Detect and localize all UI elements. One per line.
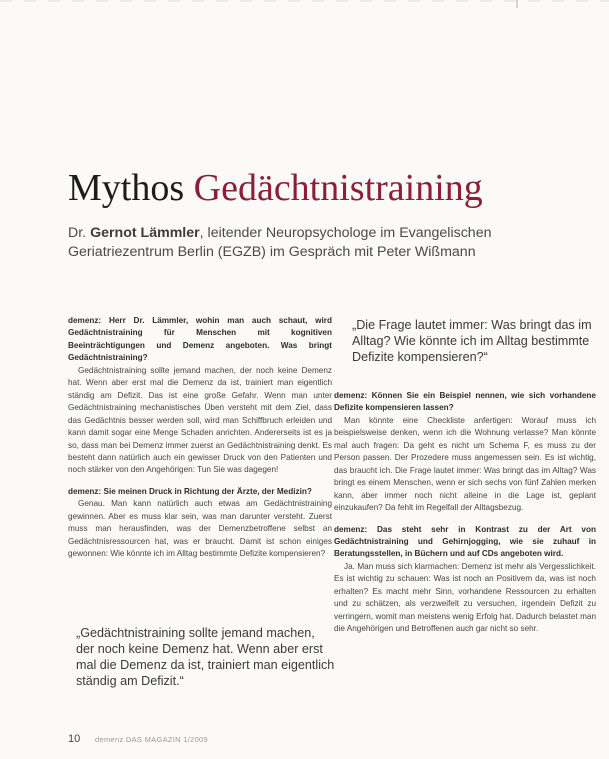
interview-question: demenz: Können Sie ein Beispiel nennen, wie sich vorhandene Defizite kompensieren lassen? [334, 391, 596, 413]
title-accent: Gedächtnistraining [193, 167, 483, 209]
subtitle-rest: , leitender Neuropsychologe im Evangelischen Geriatriezentrum Berlin (EGZB) im Gespräch mit Peter Wißmann [68, 225, 492, 260]
right-column [334, 390, 596, 636]
interview-question: demenz: Das steht sehr in Kontrast zu der Art von Gedächtnistraining und Gehirnjogging, wie sie zuhauf in Beratungsstellen, in Büchern und auf CDs angeboten wird. [334, 524, 596, 559]
pull-quote-left: „Gedächtnistraining sollte jemand machen, der noch keine Demenz hat. Wenn aber erst mal die Demenz da ist, trainiert man eigentlich ständig am Defizit.“ [76, 626, 335, 688]
subtitle-prefix: Dr. [68, 225, 91, 241]
left-column [68, 315, 332, 561]
article-subtitle [68, 224, 578, 262]
article-title [68, 166, 483, 210]
interview-answer: Ja. Man muss sich klarmachen: Demenz ist mehr als Vergesslichkeit. Es ist wichtig zu schauen: Was ist noch an Positivem da, was ist noch erhalten? Es macht mehr Sinn, vorhandene Ressourcen zu erhalten und zu schätzen, als verzweifelt zu versuchen, irgendein Defizit zu verringern, womit man meistens wenig Erfolg hat. Dadurch belastet man die Angehörigen und Betroffenen auch gar nicht so sehr. [334, 561, 596, 634]
interview-answer: Man könnte eine Checkliste anfertigen: Worauf muss ich beispielsweise denken, wenn ich die Wohnung verlasse? Man könnte mal auch fragen: Da geht es nicht um Schema F, es muss zu der Person passen. Der Prozedere muss angemessen sein. Es ist wichtig, das braucht ich. Die Frage lautet immer: Was bringt das im Alltag? Was bringt es einem Menschen, wenn er sich sechs von fünf Zahlen merken kann, aber immer noch nicht alleine in die Lage ist, geplant einzukaufen? Da fehlt im Regelfall der Alltagsbezug. [334, 415, 596, 513]
crop-mark [516, 0, 518, 8]
page-number: 10 [68, 733, 81, 745]
subtitle-name: Gernot Lämmler [90, 225, 200, 241]
page-footer [68, 733, 208, 745]
interview-question: demenz: Herr Dr. Lämmler, wohin man auch schaut, wird Gedächtnistraining für Menschen mit kognitiven Beeinträchtigungen und Demenz angeboten. Was bringt Gedächtnistraining? [68, 316, 332, 363]
interview-question: demenz: Sie meinen Druck in Richtung der Ärzte, der Medizin? [68, 486, 312, 496]
pull-quote-right: „Die Frage lautet immer: Was bringt das im Alltag? Wie könnte ich im Alltag bestimmte Defizite kompensieren?“ [352, 318, 592, 364]
magazine-name: demenz DAS MAGAZIN 1/2009 [95, 735, 208, 744]
title-plain: Mythos [68, 167, 194, 209]
interview-answer: Genau. Man kann natürlich auch etwas am Gedächtnistraining gewinnen. Aber es muss klar sein, was man darunter versteht. Zuerst muss man herausfinden, was der Demenzbetroffene selbst an Gedächtnisressourcen hat, was er braucht. Damit ist schon einiges gewonnen: Wie könnte ich im Alltag bestimmte Defizite kompensieren? [68, 499, 332, 559]
interview-answer: Gedächtnistraining sollte jemand machen, der noch keine Demenz hat. Wenn aber erst mal die Demenz da ist, trainiert man eigentlich ständig am Defizit. Das ist eine große Gefahr. Wenn man unter Gedächtnistraining mechanistisches Üben versteht mit dem Ziel, dass das Gedächtnis besser werden soll, wird man Schiffbruch erleiden und kann damit sogar eine Menge Schaden anrichten. Andererseits ist es ja so, dass man bei Demenz immer zuerst an Gedächtnistraining denkt. Es besteht dann natürlich auch ein gewisser Druck von den Patienten und noch stärker von den Angehörigen: Tun Sie was dagegen! [68, 365, 332, 475]
